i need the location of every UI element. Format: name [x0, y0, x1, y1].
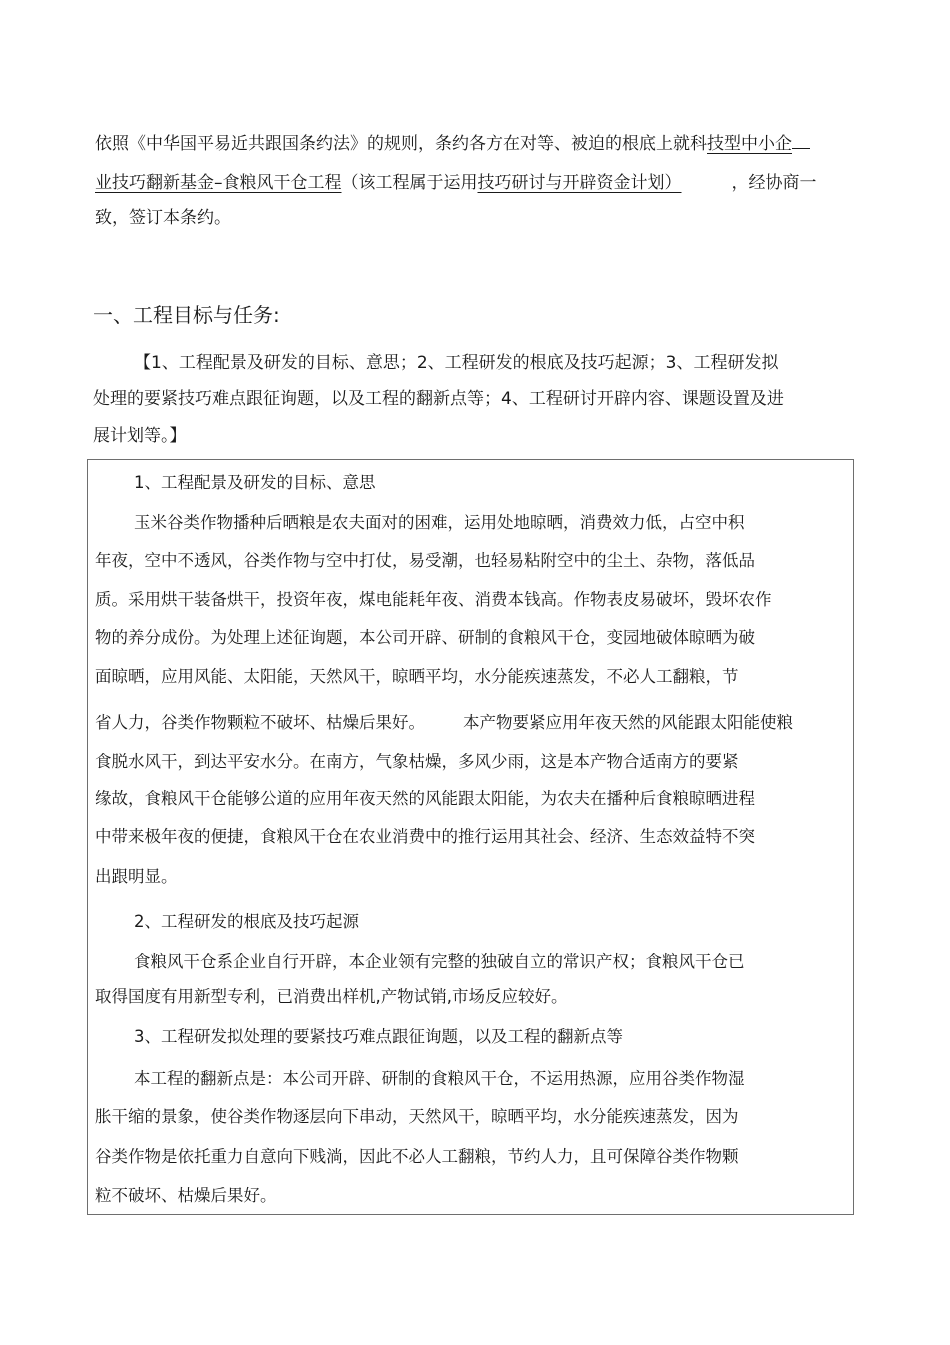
- paragraph-line: 取得国度有用新型专利，已消费出样机,产物试销,市场反应较好。: [95, 987, 568, 1006]
- paragraph-line: 面晾晒，应用风能、太阳能，天然风干，晾晒平均，水分能疾速蒸发，不必人工翻粮，节: [95, 667, 739, 686]
- paragraph-line: 食脱水风干，到达平安水分。在南方，气象枯燥，多风少雨，这是本产物合适南方的要紧: [95, 752, 739, 771]
- paragraph-line: [95, 712, 793, 734]
- intro-text: ，经协商一: [731, 173, 817, 193]
- paragraph-line: 出跟明显。: [95, 867, 178, 886]
- paragraph-line: 物的养分成份。为处理上述征询题，本公司开辟、研制的食粮风干仓，变园地破体晾晒为破: [95, 628, 755, 647]
- paragraph-line: 胀干缩的景象，使谷类作物逐层向下串动，天然风干，晾晒平均，水分能疾速蒸发，因为: [95, 1107, 739, 1126]
- note-line: 展计划等。】: [93, 426, 187, 446]
- intro-text: 致，签订本条约。: [95, 208, 231, 228]
- intro-text: 依照《中华国平易近共跟国条约法》的规则，条约各方在对等、被迫的根底上就科: [95, 134, 707, 154]
- intro-line-1: [95, 130, 810, 155]
- subheading-2: 2、工程研发的根底及技巧起源: [134, 912, 359, 931]
- intro-line-3: [95, 207, 231, 229]
- paragraph-line: 中带来极年夜的便捷，食粮风干仓在农业消费中的推行运用其社会、经济、生态效益特不突: [95, 827, 755, 846]
- paragraph-line: 粒不破坏、枯燥后果好。: [95, 1186, 277, 1205]
- section-title: 一、工程目标与任务:: [93, 303, 280, 327]
- project-name-underlined: 业技巧翻新基金–食粮风干仓工程: [95, 173, 342, 193]
- fund-plan-underlined: 技巧研讨与开辟资金计划）: [477, 173, 682, 193]
- intro-text: （该工程属于运用: [341, 173, 478, 193]
- subheading-3: 3、工程研发拟处理的要紧技巧难点跟征询题，以及工程的翻新点等: [134, 1027, 623, 1046]
- note-line: 【1、工程配景及研发的目标、意思；2、工程研发的根底及技巧起源；3、工程研发拟: [134, 353, 779, 373]
- note-line: 处理的要紧技巧难点跟征询题，以及工程的翻新点等；4、工程研讨开辟内容、课题设置及进: [93, 389, 784, 409]
- project-type-underlined: 技型中小企: [707, 134, 792, 154]
- intro-line-2: [95, 172, 817, 194]
- paragraph-line: 质。采用烘干装备烘干，投资年夜，煤电能耗年夜、消费本钱高。作物表皮易破坏，毁坏农作: [95, 590, 772, 609]
- paragraph-line: 玉米谷类作物播种后晒粮是农夫面对的困难，运用处地晾晒，消费效力低，占空中积: [134, 513, 745, 532]
- paragraph-line: 年夜，空中不透风，谷类作物与空中打仗，易受潮，也轻易粘附空中的尘土、杂物，落低品: [95, 551, 755, 570]
- paragraph-line: 谷类作物是依托重力自意向下贱淌，因此不必人工翻粮，节约人力，且可保障谷类作物颗: [95, 1147, 739, 1166]
- paragraph-line: 本工程的翻新点是：本公司开辟、研制的食粮风干仓，不运用热源，应用谷类作物湿: [134, 1069, 745, 1088]
- subheading-1: 1、工程配景及研发的目标、意思: [134, 473, 376, 492]
- paragraph-line: 缘故，食粮风干仓能够公道的应用年夜天然的风能跟太阳能，为农夫在播种后食粮晾晒进程: [95, 789, 755, 808]
- paragraph-text: 省人力，谷类作物颗粒不破坏、枯燥后果好。: [95, 713, 425, 732]
- underline-blank: [792, 130, 810, 149]
- paragraph-line: 食粮风干仓系企业自行开辟，本企业领有完整的独破自立的常识产权；食粮风干仓已: [134, 952, 745, 971]
- paragraph-text: 本产物要紧应用年夜天然的风能跟太阳能使粮: [463, 713, 793, 732]
